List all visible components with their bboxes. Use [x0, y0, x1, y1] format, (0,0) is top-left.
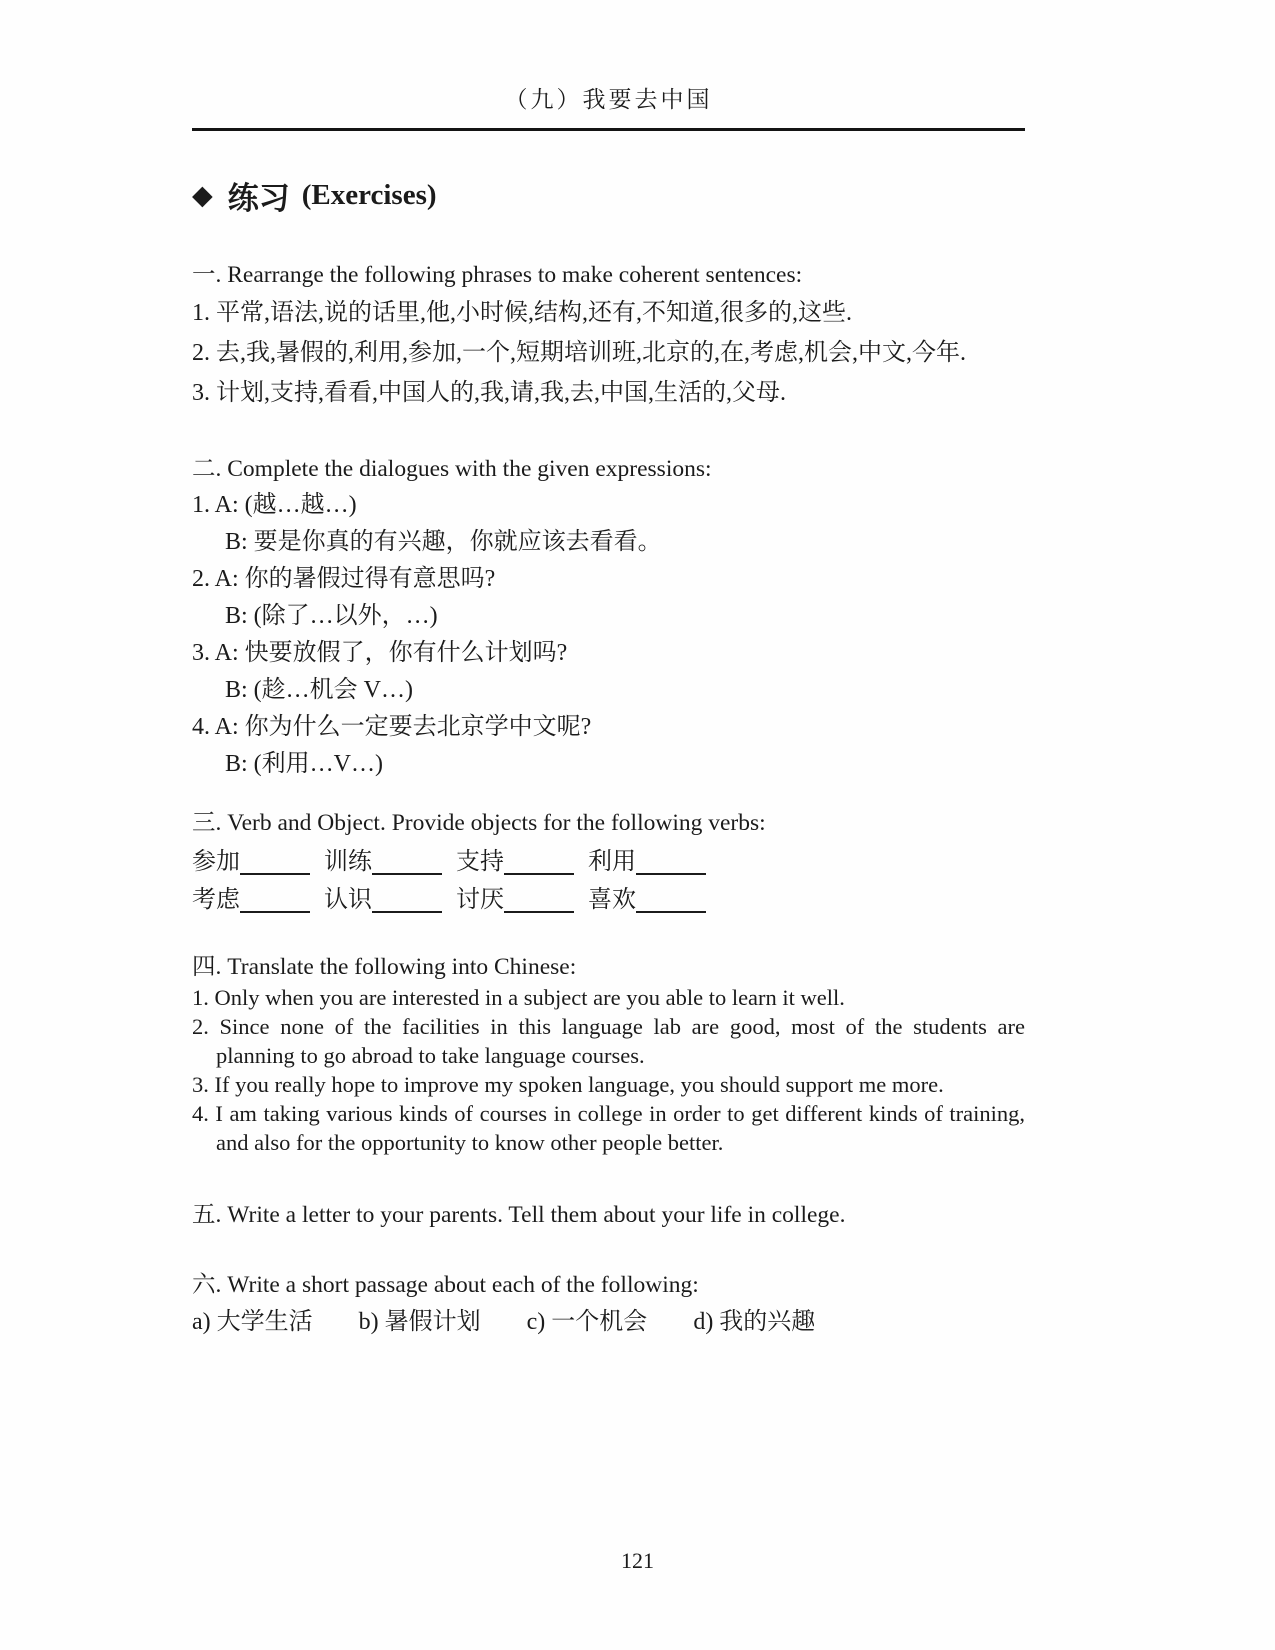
diamond-bullet-icon: ◆ [192, 179, 213, 210]
verb-label: 喜欢 [588, 887, 636, 913]
exercises-title-cn: 练习 [227, 180, 290, 216]
answer-blank [636, 887, 706, 913]
topic-item: a) 大学生活 [192, 1309, 313, 1335]
exercises-title-en: (Exercises) [301, 178, 437, 211]
verb-label: 讨厌 [456, 887, 504, 913]
list-item: 2. 去,我,暑假的,利用,参加,一个,短期培训班,北京的,在,考虑,机会,中文,今年. [192, 340, 966, 366]
dialogue-b-line: B: 要是你真的有兴趣，你就应该去看看。 [225, 529, 662, 555]
section4-title: 四. Translate the following into Chinese: [192, 954, 577, 980]
section4-list [192, 983, 1025, 1157]
section2-title: 二. Complete the dialogues with the given expressions: [192, 456, 712, 482]
verb-with-blank [192, 843, 310, 881]
dialogue-b-line: B: (利用…V…) [225, 751, 383, 777]
header-rule [192, 128, 1025, 131]
answer-blank [372, 887, 442, 913]
dialogue-b-line: B: (除了…以外，…) [225, 603, 438, 629]
topic-item: c) 一个机会 [526, 1309, 648, 1335]
verb-label: 支持 [456, 849, 504, 875]
section3-verb-rows [192, 843, 1025, 919]
verb-with-blank [324, 843, 442, 881]
answer-blank [240, 887, 310, 913]
list-item: 4. I am taking various kinds of courses in college in order to get different kinds of training, and also for the opportunity to know other people better. [192, 1101, 1025, 1155]
verb-label: 认识 [324, 887, 372, 913]
list-item: 2. Since none of the facilities in this language lab are good, most of the students are planning to go abroad to take language courses. [192, 1014, 1025, 1068]
verb-with-blank [192, 881, 310, 919]
page-number: 121 [621, 1548, 654, 1573]
section1-list [192, 293, 1025, 413]
list-item: 3. 计划,支持,看看,中国人的,我,请,我,去,中国,生活的,父母. [192, 380, 786, 406]
section1-title: 一. Rearrange the following phrases to make coherent sentences: [192, 262, 803, 288]
list-item: 1. Only when you are interested in a subject are you able to learn it well. [192, 985, 845, 1010]
verb-label: 考虑 [192, 887, 240, 913]
dialogue-a-line: 2. A: 你的暑假过得有意思吗? [192, 566, 496, 592]
verb-label: 利用 [588, 849, 636, 875]
running-header: （九）我要去中国 [504, 87, 713, 112]
section2-dialogues [192, 487, 1025, 783]
list-item: 3. If you really hope to improve my spoken language, you should support me more. [192, 1072, 944, 1097]
answer-blank [504, 849, 574, 875]
section5-title: 五. Write a letter to your parents. Tell them about your life in college. [192, 1202, 846, 1228]
verb-label: 参加 [192, 849, 240, 875]
dialogue-a-line: 4. A: 你为什么一定要去北京学中文呢? [192, 714, 592, 740]
answer-blank [372, 849, 442, 875]
verb-with-blank [324, 881, 442, 919]
answer-blank [240, 849, 310, 875]
verb-row [192, 881, 1025, 919]
page-content [192, 0, 1025, 1337]
dialogue-b-line: B: (趁…机会 V…) [225, 677, 413, 703]
verb-with-blank [456, 881, 574, 919]
topic-item: d) 我的兴趣 [693, 1309, 816, 1335]
section6-topics [192, 1307, 1025, 1337]
verb-label: 训练 [324, 849, 372, 875]
list-item: 1. 平常,语法,说的话里,他,小时候,结构,还有,不知道,很多的,这些. [192, 300, 852, 326]
answer-blank [504, 887, 574, 913]
verb-with-blank [588, 881, 706, 919]
topic-item: b) 暑假计划 [358, 1309, 481, 1335]
answer-blank [636, 849, 706, 875]
dialogue-a-line: 1. A: (越…越…) [192, 492, 357, 518]
exercises-heading [192, 177, 1025, 216]
section6-title: 六. Write a short passage about each of the following: [192, 1272, 699, 1298]
section3-title: 三. Verb and Object. Provide objects for the following verbs: [192, 810, 766, 836]
verb-with-blank [456, 843, 574, 881]
verb-row [192, 843, 1025, 881]
dialogue-a-line: 3. A: 快要放假了，你有什么计划吗? [192, 640, 568, 666]
verb-with-blank [588, 843, 706, 881]
